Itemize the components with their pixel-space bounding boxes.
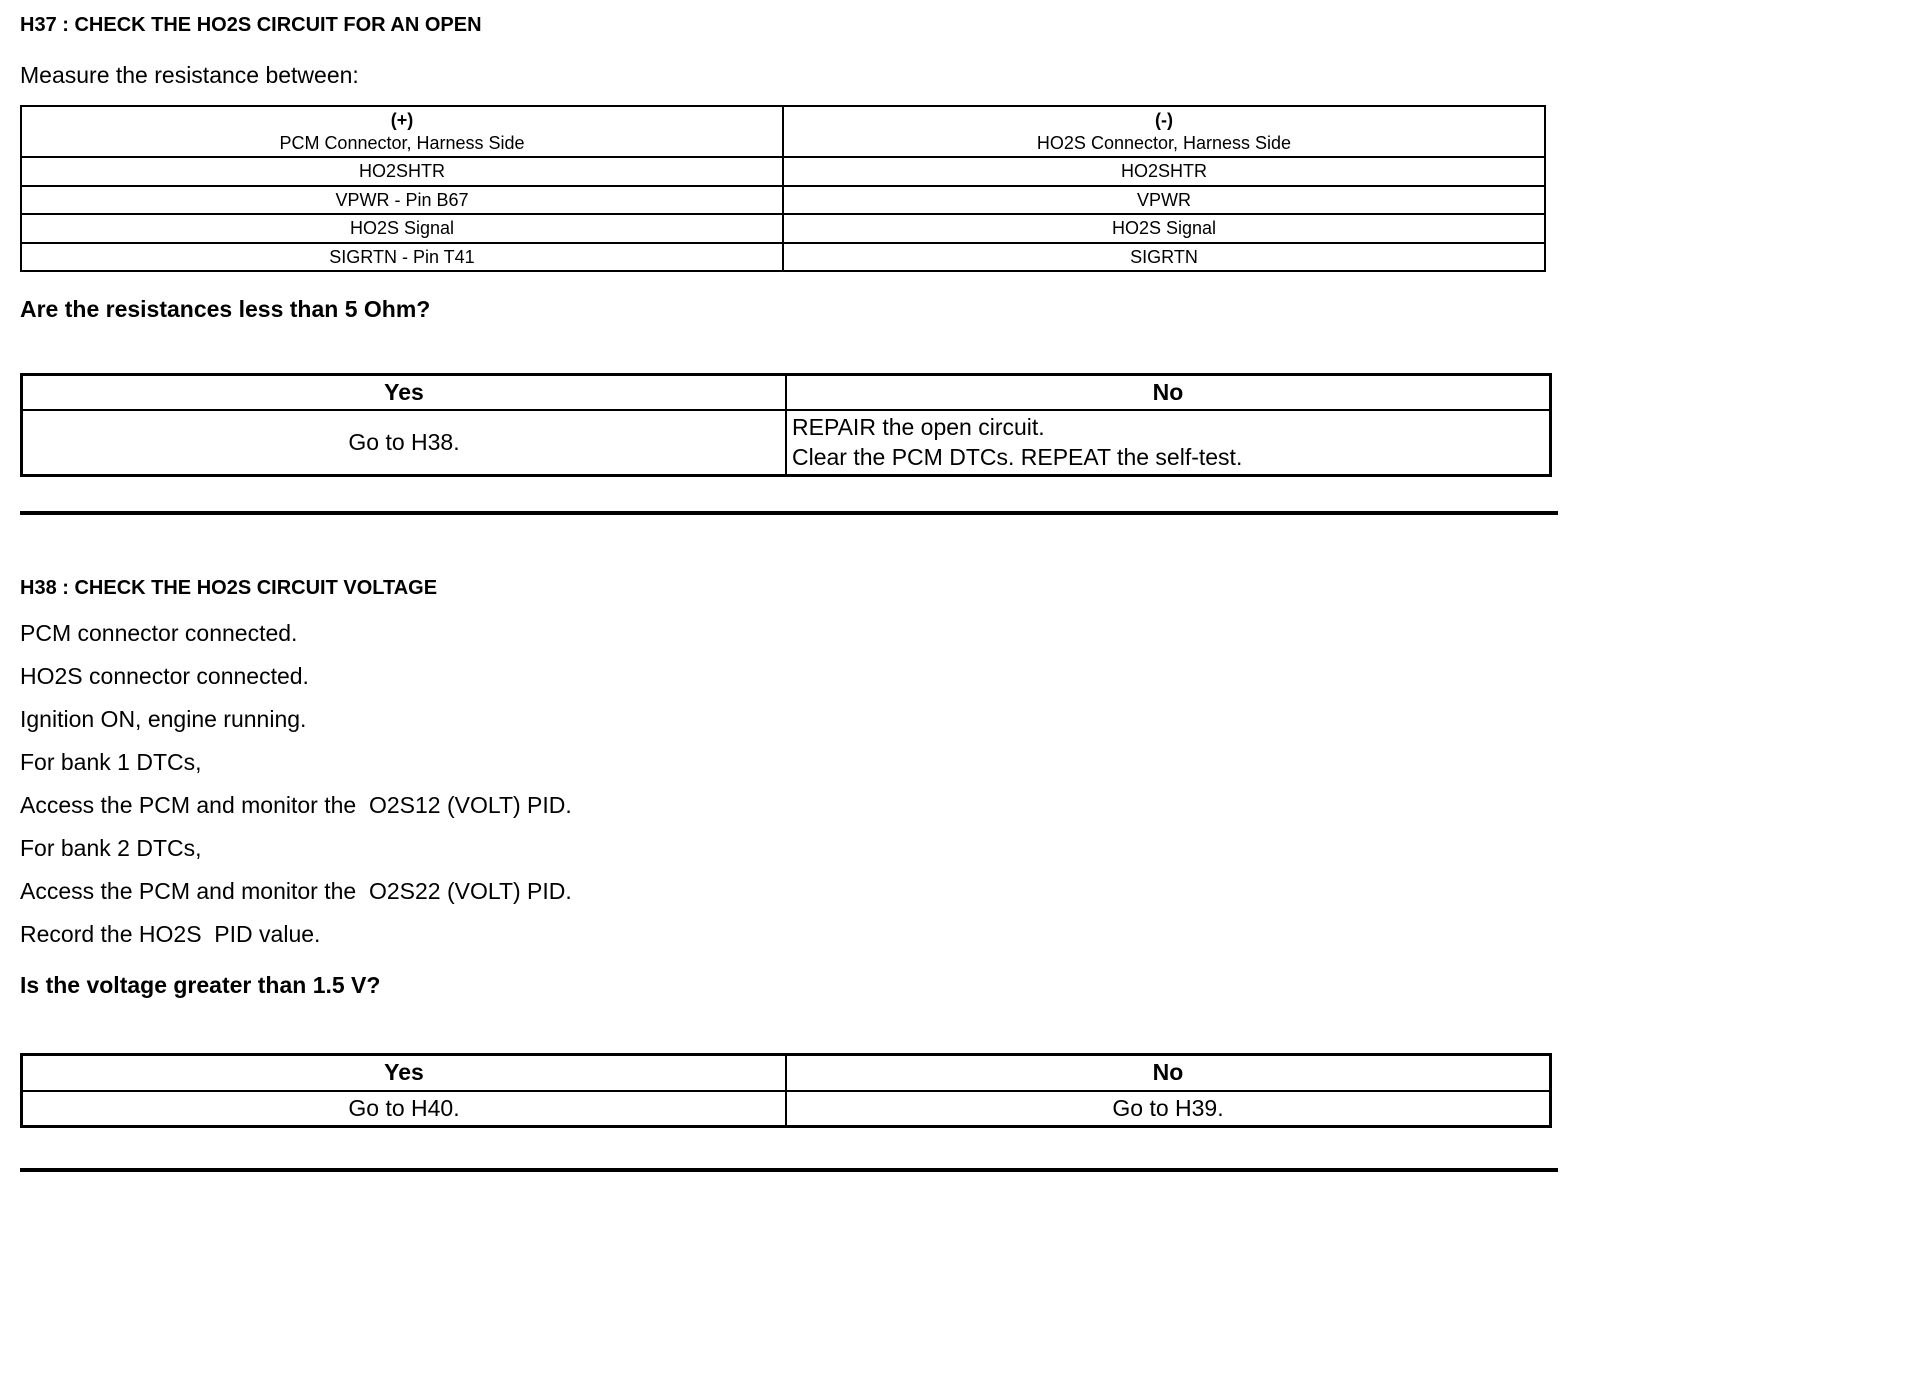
measure-table-header-row (21, 106, 1545, 157)
h38-question: Is the voltage greater than 1.5 V? (20, 972, 381, 999)
step-line: PCM connector connected. (20, 620, 298, 647)
yes-action-cell: Go to H40. (22, 1091, 787, 1127)
measure-cell-minus: HO2SHTR (783, 157, 1545, 186)
table-row (21, 157, 1545, 186)
plus-side-label: PCM Connector, Harness Side (279, 132, 525, 153)
section-h37 (20, 14, 1560, 515)
measure-cell-minus: SIGRTN (783, 243, 1545, 272)
h38-decision-table (20, 1053, 1552, 1128)
step-line: For bank 2 DTCs, (20, 835, 202, 862)
measure-col-plus-header (21, 106, 783, 157)
h37-decision-table (20, 373, 1552, 477)
yes-column-header: Yes (22, 1055, 787, 1091)
decision-action-row (22, 1091, 1551, 1127)
measure-cell-plus: HO2S Signal (21, 214, 783, 243)
step-line: Access the PCM and monitor the O2S22 (VOLT) PID. (20, 878, 572, 905)
step-line: Access the PCM and monitor the O2S12 (VOLT) PID. (20, 792, 572, 819)
measure-cell-plus: VPWR - Pin B67 (21, 186, 783, 215)
h37-step-heading: H37 : CHECK THE HO2S CIRCUIT FOR AN OPEN (20, 14, 482, 36)
no-action-cell: Go to H39. (786, 1091, 1551, 1127)
measure-col-minus-header (783, 106, 1545, 157)
table-row (21, 214, 1545, 243)
step-line: HO2S connector connected. (20, 663, 309, 690)
no-action-line: Clear the PCM DTCs. REPEAT the self-test. (792, 443, 1243, 470)
no-column-header: No (786, 375, 1551, 411)
measure-cell-plus: HO2SHTR (21, 157, 783, 186)
minus-sign-label: (-) (1155, 110, 1173, 130)
decision-header-row (22, 375, 1551, 411)
step-line: For bank 1 DTCs, (20, 749, 202, 776)
measure-cell-plus: SIGRTN - Pin T41 (21, 243, 783, 272)
yes-action-cell: Go to H38. (22, 410, 787, 475)
step-line: Ignition ON, engine running. (20, 706, 307, 733)
decision-header-row (22, 1055, 1551, 1091)
no-action-cell (786, 410, 1551, 475)
h38-step-heading: H38 : CHECK THE HO2S CIRCUIT VOLTAGE (20, 577, 438, 600)
section-divider (20, 1168, 1558, 1172)
no-action-line: REPAIR the open circuit. (792, 414, 1045, 441)
table-row (21, 186, 1545, 215)
section-divider (20, 511, 1558, 515)
section-h38 (20, 577, 1560, 1172)
decision-action-row (22, 410, 1551, 475)
measure-cell-minus: VPWR (783, 186, 1545, 215)
step-line: Record the HO2S PID value. (20, 921, 321, 948)
minus-side-label: HO2S Connector, Harness Side (1036, 132, 1292, 153)
table-row (21, 243, 1545, 272)
h37-intro-text: Measure the resistance between: (20, 62, 359, 88)
h37-question: Are the resistances less than 5 Ohm? (20, 296, 431, 322)
measure-cell-minus: HO2S Signal (783, 214, 1545, 243)
h37-measure-table (20, 105, 1546, 272)
yes-column-header: Yes (22, 375, 787, 411)
plus-sign-label: (+) (390, 110, 414, 130)
no-column-header: No (786, 1055, 1551, 1091)
